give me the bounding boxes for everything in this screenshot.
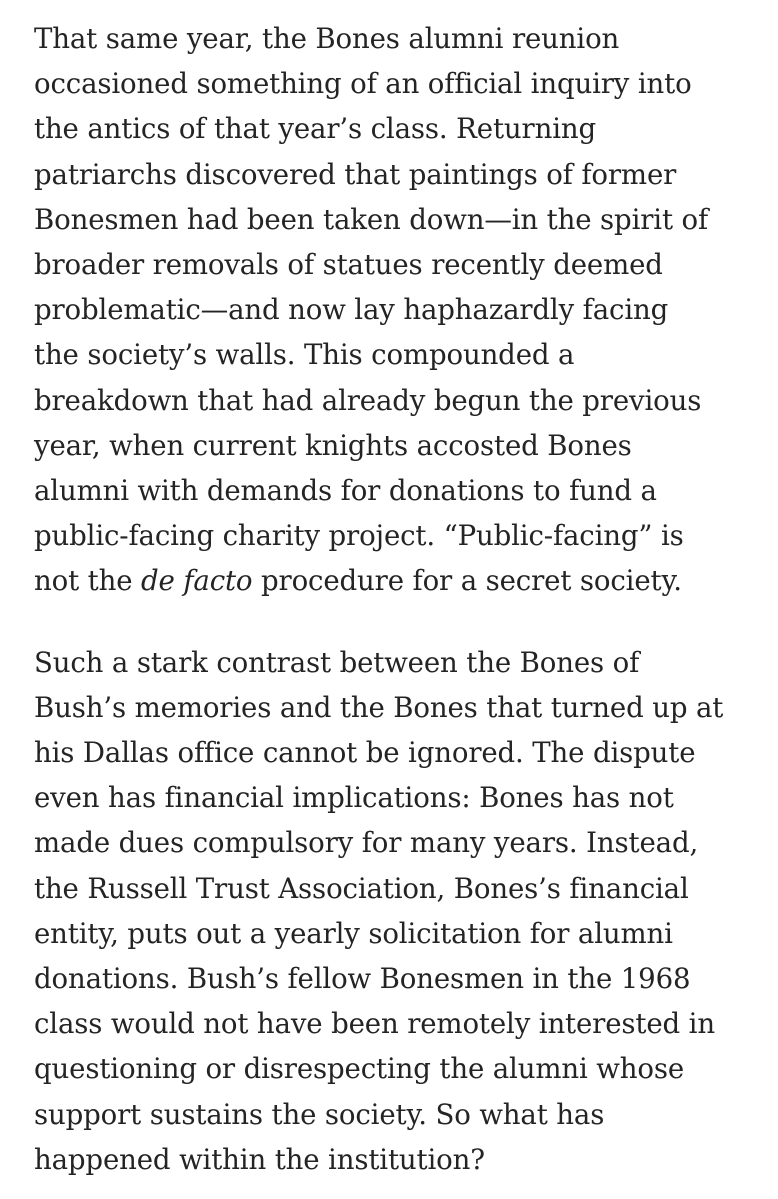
- text-line: happened within the institution?: [34, 1142, 485, 1176]
- text-line: patriarchs discovered that paintings of former: [34, 157, 677, 191]
- text-line-with-italic: [34, 558, 748, 603]
- text-line: broader removals of statues recently deemed: [34, 248, 663, 282]
- text-line: his Dallas office cannot be ignored. The dispute: [34, 736, 696, 770]
- text-line: That same year, the Bones alumni reunion: [34, 22, 620, 55]
- text-line: class would not have been remotely interested in: [34, 1007, 715, 1041]
- text-line: breakdown that had already begun the previous: [34, 383, 702, 417]
- text-line: questioning or disrespecting the alumni whose: [34, 1052, 685, 1086]
- text-line: donations. Bush’s fellow Bonesmen in the 1968: [34, 962, 691, 996]
- text-run: procedure for a secret society.: [252, 564, 682, 598]
- text-line: alumni with demands for donations to fund a: [34, 474, 657, 508]
- text-line: the society’s walls. This compounded a: [34, 338, 575, 372]
- text-line: Such a stark contrast between the Bones of: [34, 645, 640, 679]
- text-line: made dues compulsory for many years. Instead,: [34, 826, 699, 860]
- text-line: the antics of that year’s class. Returning: [34, 112, 596, 146]
- text-line: entity, puts out a yearly solicitation for alumni: [34, 916, 673, 950]
- text-line: the Russell Trust Association, Bones’s financial: [34, 871, 689, 905]
- paragraph-1: [34, 16, 748, 604]
- italic-phrase: de facto: [141, 564, 253, 598]
- text-line: Bonesmen had been taken down—in the spirit of: [34, 202, 709, 236]
- text-line: Bush’s memories and the Bones that turned up at: [34, 690, 724, 724]
- text-line: year, when current knights accosted Bones: [34, 428, 632, 462]
- paragraph-2: [34, 640, 748, 1182]
- text-line: public-facing charity project. “Public-facing” is: [34, 519, 684, 553]
- text-line: support sustains the society. So what has: [34, 1097, 605, 1131]
- text-run: not the: [34, 564, 142, 598]
- text-line: even has financial implications: Bones has not: [34, 781, 674, 815]
- text-line: occasioned something of an official inquiry into: [34, 67, 692, 101]
- text-line: problematic—and now lay haphazardly facing: [34, 293, 669, 327]
